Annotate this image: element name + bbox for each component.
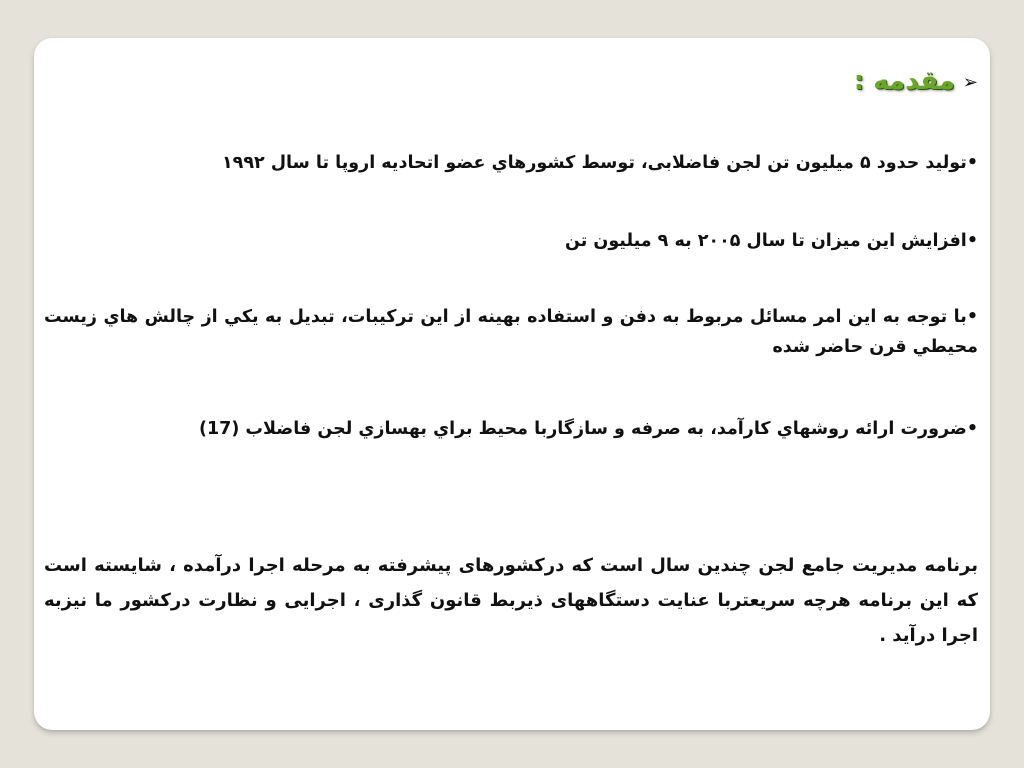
bullet-text: ضرورت ارائه روشهاي كارآمد، به صرفه و سازگاربا محيط براي بهسازي لجن فاضلاب (17) (198, 419, 967, 439)
bullet-text: افزايش اين ميزان تا سال ۲۰۰۵ به ۹ ميليون تن (564, 231, 967, 251)
arrow-bullet-icon: ➢ (962, 71, 978, 93)
bullet-item (44, 226, 978, 256)
bullet-item (44, 414, 978, 444)
bullet-item (44, 148, 978, 178)
slide-title: مقدمه : (853, 66, 955, 96)
bullet-item (44, 302, 978, 362)
bullet-dot-icon: • (966, 153, 978, 173)
bullet-dot-icon: • (966, 307, 978, 327)
slide-content (34, 38, 990, 730)
slide-card (34, 38, 990, 730)
bullet-dot-icon: • (966, 419, 978, 439)
bullet-dot-icon: • (966, 231, 978, 251)
bullet-text: توليد حدود ۵ ميليون تن لجن فاضلابی، توسط كشورهاي عضو اتحاديه اروپا تا سال ۱۹۹۲ (222, 153, 967, 173)
slide-title-row (854, 66, 978, 97)
bullet-text: با توجه به اين امر مسائل مربوط به دفن و استفاده بهينه از اين تركيبات، تبديل به يكي از چالش هاي زيست محيطي قرن حاضر شده (44, 307, 978, 357)
summary-paragraph: برنامه مدیریت جامع لجن چندین سال است که درکشورهای پیشرفته به مرحله اجرا درآمده ، شایسته است که این برنامه هرچه سریعتربا عنایت دستگاههای ذیربط قانون گذاری ، اجرایی و نظارت درکشور ما نیزبه اجرا درآید . (44, 555, 978, 646)
